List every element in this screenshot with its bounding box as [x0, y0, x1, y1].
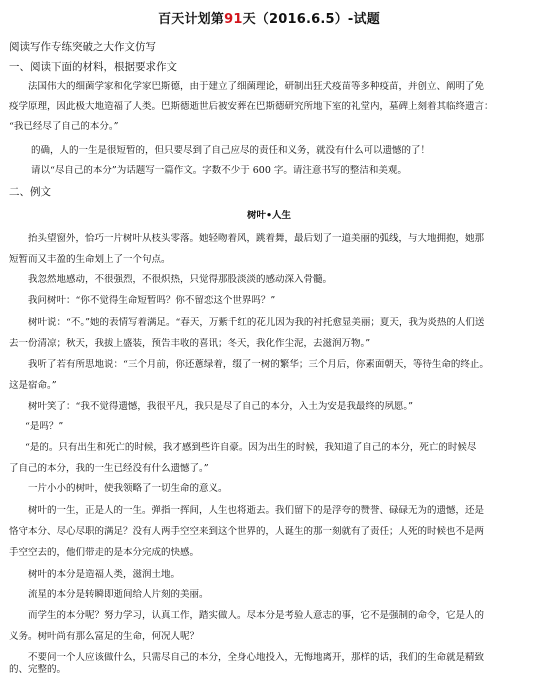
paragraph-line: 手空空去的，他们带走的是本分完成的快感。 [9, 547, 200, 558]
paragraph-line: 恪守本分、尽心尽职的满足？没有人两手空空来到这个世界的，人诞生的那一刻就有了责任；人死的时候也不是两 [9, 526, 485, 537]
paragraph-line: 树叶的一生，正是人的一生。弹指一挥间，人生也将逝去。我们留下的是浮夸的赞誉、碌碌无为的遗憾，还是 [28, 505, 485, 516]
paragraph-line: 这是宿命。” [9, 380, 57, 391]
paragraph-line: 义务。树叶尚有那么富足的生命，何况人呢？ [9, 631, 200, 642]
paragraph-line: 我忽然地感动，不很强烈，不很炽热，只觉得那股淡淡的感动深入骨髓。 [28, 274, 333, 285]
essay-title: 树叶•人生 [246, 210, 292, 221]
paragraph-line: 树叶说：“不。”她的表情写着满足。“春天，万紫千红的花儿因为我的衬托愈显美丽；夏天，我为炎热的人们送 [28, 317, 485, 328]
paragraph-line: 一片小小的树叶，使我领略了一切生命的意义。 [28, 483, 228, 494]
paragraph-line: 流星的本分是转瞬即逝间给人片刻的美丽。 [28, 589, 209, 600]
title-day-number: 91 [224, 12, 243, 27]
paragraph-line: 树叶的本分是造福人类，滋润土地。 [28, 569, 181, 580]
paragraph-line: 了自己的本分，我的一生已经没有什么遗憾了。” [9, 463, 209, 474]
paragraph-line: 抬头望窗外，恰巧一片树叶从枝头零落。她轻吻着风，跳着舞，最后划了一道美丽的弧线，与大地拥抱，她那 [28, 233, 485, 244]
page-title [0, 8, 538, 27]
paragraph-line: “是的。只有出生和死亡的时候，我才感到些许自豪。因为出生的时候，我知道了自己的本分，死亡的时候尽 [25, 442, 477, 453]
paragraph-line: “我已经尽了自己的本分。” [9, 121, 119, 132]
paragraph-line: 的、完整的。 [9, 664, 67, 675]
paragraph-line: 短暂而又丰盈的生命划上了一个句点。 [9, 254, 171, 265]
paragraph-line: 而学生的本分呢？努力学习，认真工作，踏实做人。尽本分是考验人意志的事，它不是强制的命令，它是人的 [28, 610, 485, 621]
title-prefix: 百天计划第 [158, 12, 225, 27]
paragraph-line: 法国伟大的细菌学家和化学家巴斯德，由于建立了细菌理论，研制出狂犬疫苗等多种疫苗，并创立、阐明了免 [28, 81, 485, 92]
paragraph-line: 树叶笑了：“我不觉得遗憾，我很平凡，我只是尽了自己的本分，入土为安是我最终的夙愿。” [28, 401, 413, 412]
section-heading: 阅读写作专练突破之大作文仿写 [9, 41, 156, 53]
paragraph-line: 我问树叶：“你不觉得生命短暂吗？你不留恋这个世界吗？” [28, 295, 276, 306]
paragraph-line: 疫学原理，因此极大地造福了人类。巴斯德逝世后被安葬在巴斯德研究所地下室的礼堂内，墓碑上刻着其临终遗言： [9, 101, 494, 112]
paragraph-line: 我听了若有所思地说：“三个月前，你还蔥绿着，缀了一树的繁华；三个月后，你素面朝天，等待生命的终止。 [28, 359, 489, 370]
paragraph-line: 的确，人的一生是很短暂的，但只要尽到了自己应尽的责任和义务，就没有什么可以遗憾的了！ [31, 145, 431, 156]
section-heading: 二、例文 [9, 186, 51, 198]
section-heading: 一、阅读下面的材料，根据要求作文 [9, 61, 177, 73]
paragraph-line: 请以“尽自己的本分”为话题写一篇作文。字数不少于 600 字。请注意书写的整洁和美观。 [31, 165, 407, 176]
paragraph-line: “是吗？” [25, 421, 64, 432]
paragraph-line: 去一份清凉；秋天，我拔上盛装，预告丰收的喜讯；冬天，我化作尘泥，去滋润万物。” [9, 338, 371, 349]
paragraph-line: 不要问一个人应该做什么，只需尽自己的本分，全身心地投入，无悔地离开，那样的话，我们的生命就是精致 [28, 652, 485, 663]
title-suffix: 天（2016.6.5）-试题 [242, 12, 380, 27]
